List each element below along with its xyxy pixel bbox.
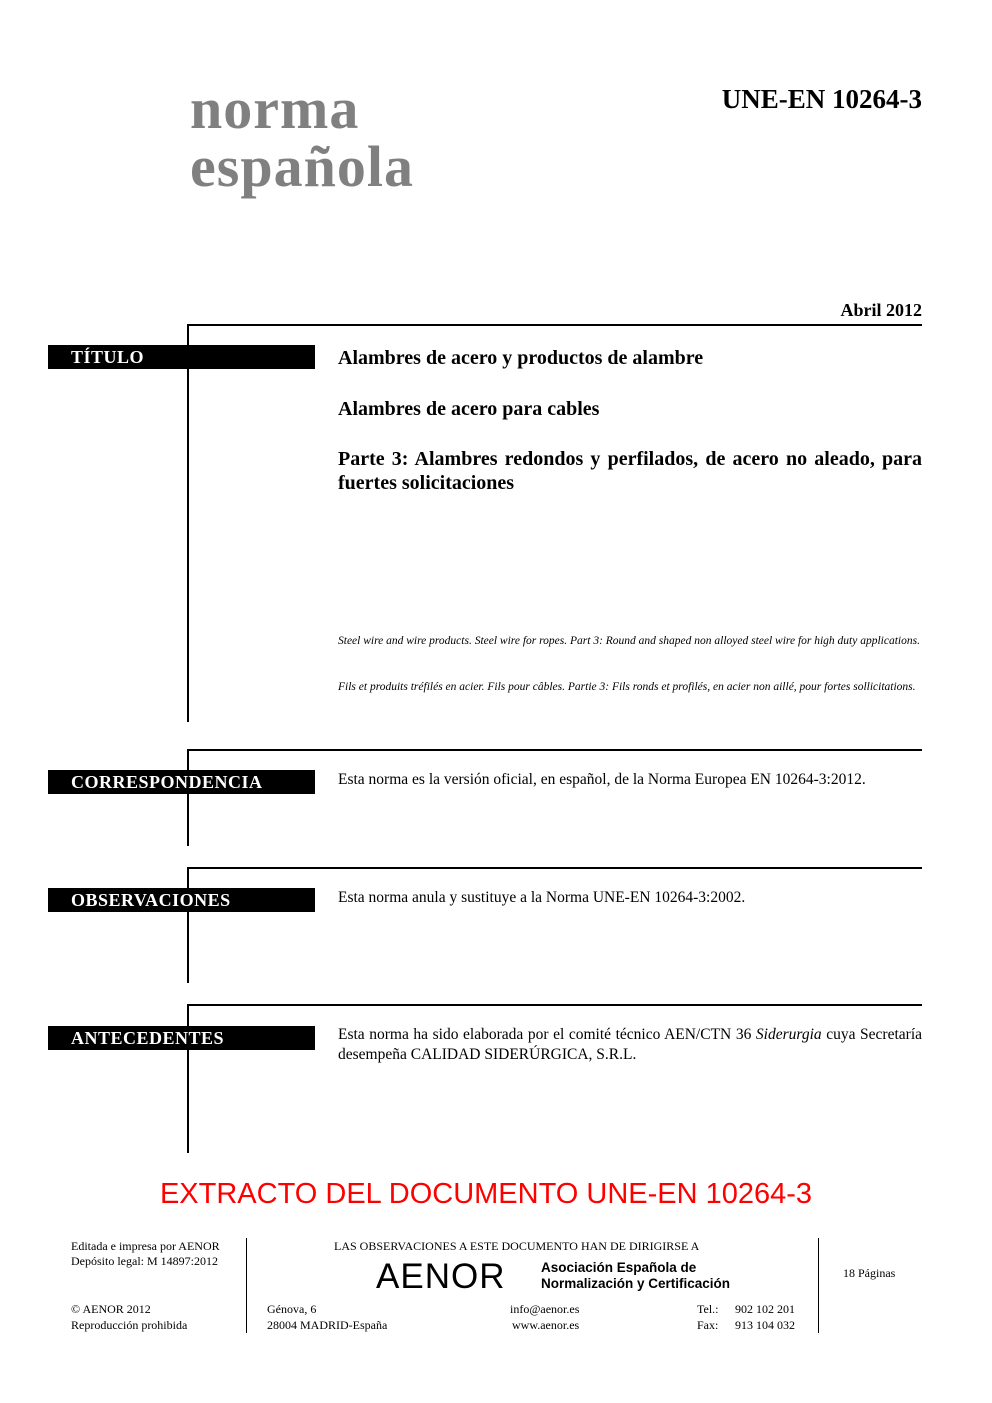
- footer-web[interactable]: www.aenor.es: [512, 1318, 580, 1332]
- standard-code: UNE-EN 10264-3: [721, 84, 922, 114]
- antecedentes-text-a: Esta norma ha sido elaborada por el comité técnico AEN/CTN 36: [338, 1026, 756, 1043]
- footer-address-2: 28004 MADRID-España: [267, 1318, 388, 1332]
- section-rule-titulo: [187, 324, 189, 722]
- section-divider-observaciones: [187, 867, 922, 869]
- footer-tel-label: Tel.:: [697, 1302, 719, 1316]
- section-divider-correspondencia: [187, 749, 922, 751]
- label-observaciones: OBSERVACIONES: [48, 888, 315, 912]
- label-correspondencia: CORRESPONDENCIA: [48, 770, 315, 794]
- antecedentes-committee-name: Siderurgia: [755, 1026, 822, 1043]
- org-line-2: Normalización y Certificación: [541, 1276, 731, 1291]
- label-titulo: TÍTULO: [48, 345, 315, 369]
- title-sub: Alambres de acero para cables: [338, 398, 600, 420]
- label-antecedentes: ANTECEDENTES: [48, 1026, 315, 1050]
- extract-notice: EXTRACTO DEL DOCUMENTO UNE-EN 10264-3: [159, 1178, 813, 1210]
- antecedentes-text: [338, 1025, 922, 1065]
- correspondencia-text: Esta norma es la versión oficial, en español, de la Norma Europea EN 10264-3:2012.: [338, 771, 866, 788]
- footer-copyright: © AENOR 2012: [71, 1302, 151, 1316]
- publication-date: Abril 2012: [840, 300, 922, 320]
- footer-reproduction: Reproducción prohibida: [71, 1318, 188, 1332]
- footer-divider-right: [818, 1238, 819, 1333]
- footer-email[interactable]: info@aenor.es: [510, 1302, 580, 1316]
- footer-divider-left: [246, 1238, 247, 1333]
- section-rule-observaciones: [187, 867, 189, 983]
- footer-page-count: 18 Páginas: [843, 1266, 896, 1280]
- section-rule-correspondencia: [187, 749, 189, 846]
- brand-title: [190, 76, 414, 199]
- footer-fax-label: Fax:: [697, 1318, 719, 1332]
- footer-edited: Editada e impresa por AENOR: [71, 1239, 220, 1253]
- title-english: Steel wire and wire products. Steel wire for ropes. Part 3: Round and shaped non alloyed steel wire for high duty applications.: [338, 635, 920, 647]
- footer-fax: 913 104 032: [735, 1318, 795, 1332]
- footer-observations-notice: LAS OBSERVACIONES A ESTE DOCUMENTO HAN DE DIRIGIRSE A: [334, 1239, 700, 1253]
- brand-line-1: norma: [190, 76, 360, 141]
- footer-deposit: Depósito legal: M 14897:2012: [71, 1254, 218, 1268]
- aenor-logo: AENOR: [376, 1257, 506, 1296]
- title-main: Alambres de acero y productos de alambre: [338, 347, 704, 369]
- title-part: Parte 3: Alambres redondos y perfilados, de acero no aleado, para fuertes solicitaciones: [338, 448, 922, 494]
- footer-tel: 902 102 201: [735, 1302, 795, 1316]
- brand-line-2: española: [190, 134, 414, 199]
- antecedentes-text-b: cuya Secretaría desempeña CALIDAD SIDERÚRGICA, S.R.L.: [338, 1026, 923, 1063]
- section-divider-titulo: [187, 324, 922, 326]
- footer-address-1: Génova, 6: [267, 1302, 317, 1316]
- title-french: Fils et produits tréfilés en acier. Fils pour câbles. Partie 3: Fils ronds et profilés, en acier non aillé, pour fortes sollicitations.: [338, 681, 916, 693]
- org-line-1: Asociación Española de: [541, 1260, 697, 1275]
- observaciones-text: Esta norma anula y sustituye a la Norma UNE-EN 10264-3:2002.: [338, 889, 746, 906]
- aenor-org-name: [541, 1260, 730, 1292]
- section-divider-antecedentes: [187, 1004, 922, 1006]
